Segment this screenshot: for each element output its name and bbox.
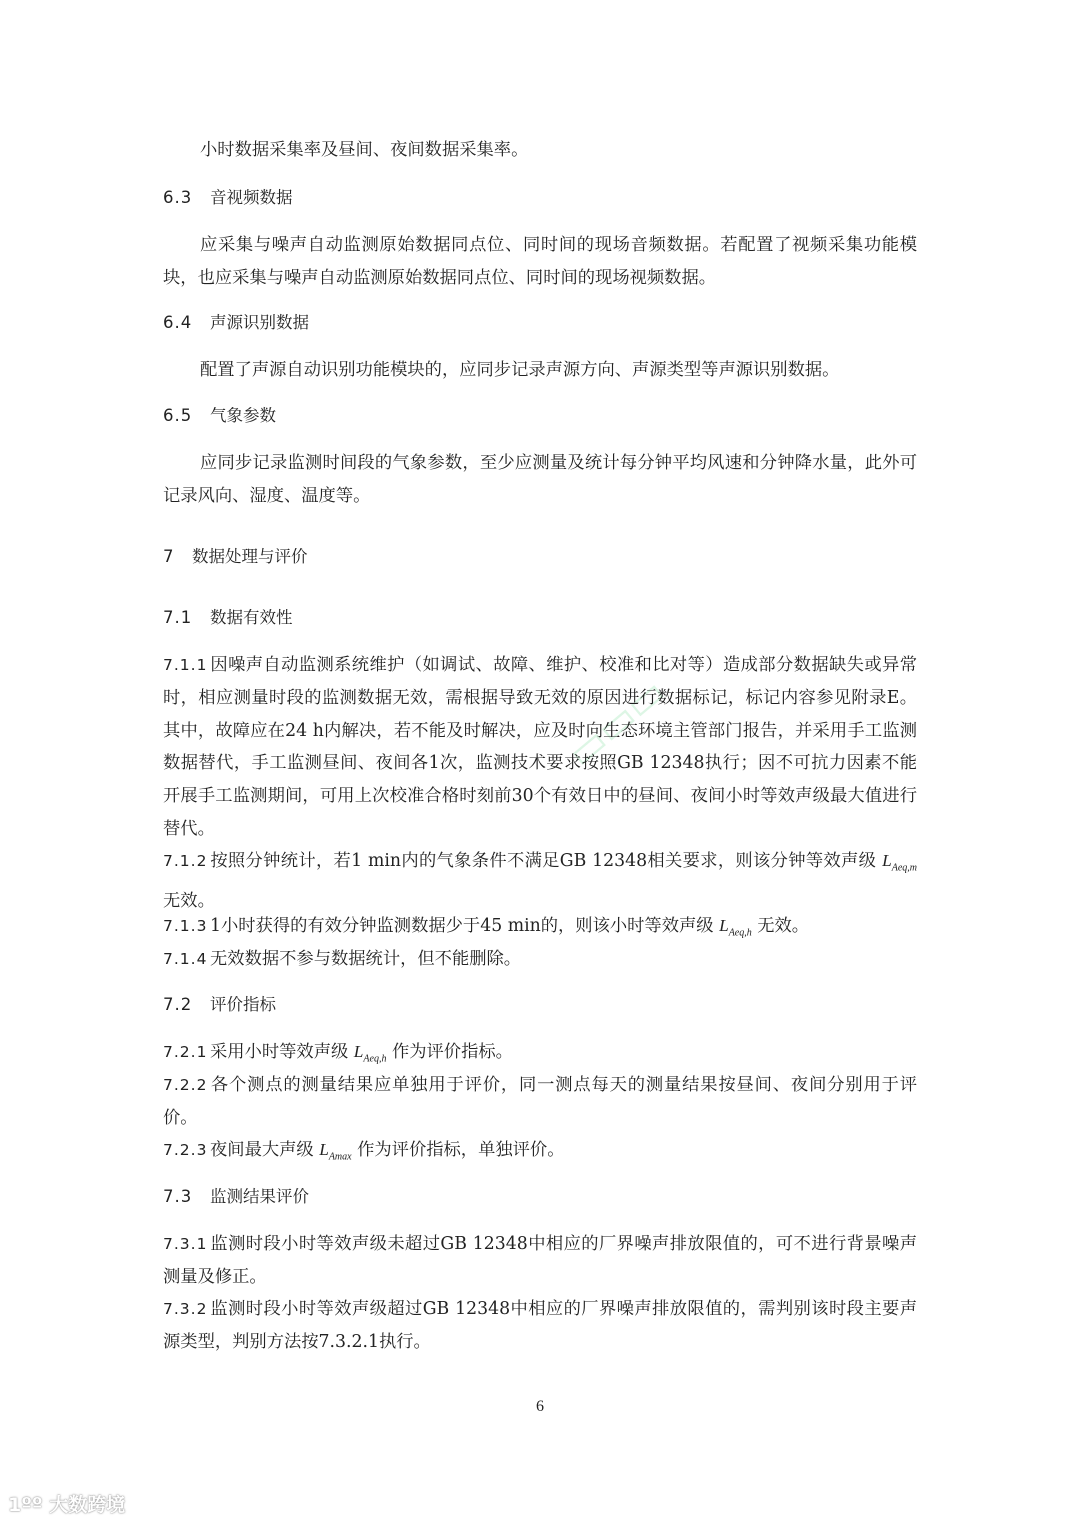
clause-7-1-3: 7.1.3 1小时获得的有效分钟监测数据少于45 min的，则该小时等效声级 $L_{Aeq,h}$ 无效。 [163,916,810,939]
clause-7-1-2: 7.1.2 按照分钟统计，若1 min内的气象条件不满足GB 12348相关要求，则该分钟等效声级 $L_{Aeq,m}$ 无效。 [163,851,917,912]
paragraph: 应采集与噪声自动监测原始数据同点位、同时间的现场音频数据。若配置了视频采集功能模块，也应采集与噪声自动监测原始数据同点位、同时间的现场视频数据。 [163,235,917,288]
symbol: $L_{Aeq,m}$ [882,851,917,874]
paragraph: 小时数据采集率及昼间、夜间数据采集率。 [200,140,529,160]
heading-6-4: 6.4 声源识别数据 [163,313,309,332]
symbol: $L_{Aeq,h}$ [353,1042,387,1065]
heading-7: 7 数据处理与评价 [163,547,308,566]
heading-7-2: 7.2 评价指标 [163,995,276,1014]
watermark-logo: 1ºº 大数跨境 [8,1494,126,1516]
logo-icon: 1ºº [8,1494,50,1516]
watermark-diagonal: ▭▭▭ [558,668,675,778]
symbol: $L_{Amax}$ [319,1140,352,1163]
symbol: $L_{Aeq,h}$ [719,916,752,939]
paragraph: 应同步记录监测时间段的气象参数，至少应测量及统计每分钟平均风速和分钟降水量，此外可记录风向、湿度、温度等。 [163,453,917,506]
clause-7-2-2: 7.2.2 各个测点的测量结果应单独用于评价，同一测点每天的测量结果按昼间、夜间分别用于评价。 [163,1075,917,1128]
clause-7-2-1: 7.2.1 采用小时等效声级 $L_{Aeq,h}$ 作为评价指标。 [163,1042,513,1065]
clause-7-2-3: 7.2.3 夜间最大声级 $L_{Amax}$ 作为评价指标，单独评价。 [163,1140,565,1163]
paragraph: 配置了声源自动识别功能模块的，应同步记录声源方向、声源类型等声源识别数据。 [200,360,840,380]
heading-7-1: 7.1 数据有效性 [163,608,293,627]
heading-7-3: 7.3 监测结果评价 [163,1187,309,1206]
clause-7-1-4: 7.1.4 无效数据不参与数据统计，但不能删除。 [163,949,522,969]
heading-6-3: 6.3 音视频数据 [163,188,293,207]
clause-7-1-1: 7.1.1 因噪声自动监测系统维护（如调试、故障、维护、校准和比对等）造成部分数据缺失或异常时，相应测量时段的监测数据无效，需根据导致无效的原因进行数据标记，标记内容参见附录E。其中，故障应在24 h内解决，若不能及时解决，应及时向生态环境主管部门报告，并采用手工监测数据替代，手工监测昼间、夜间各1次，监测技术要求按照GB 12348执行；因不可抗力因素不能开展手工监测期间，可用上次校准合格时刻前30个有效日中的昼间、夜间小时等效声级最大值进行替代。 [163,655,917,839]
heading-6-5: 6.5 气象参数 [163,406,276,425]
clause-7-3-1: 7.3.1 监测时段小时等效声级未超过GB 12348中相应的厂界噪声排放限值的，可不进行背景噪声测量及修正。 [163,1234,917,1287]
page-number: 6 [536,1398,544,1415]
clause-7-3-2: 7.3.2 监测时段小时等效声级超过GB 12348中相应的厂界噪声排放限值的，需判别该时段主要声源类型，判别方法按7.3.2.1执行。 [163,1299,917,1352]
